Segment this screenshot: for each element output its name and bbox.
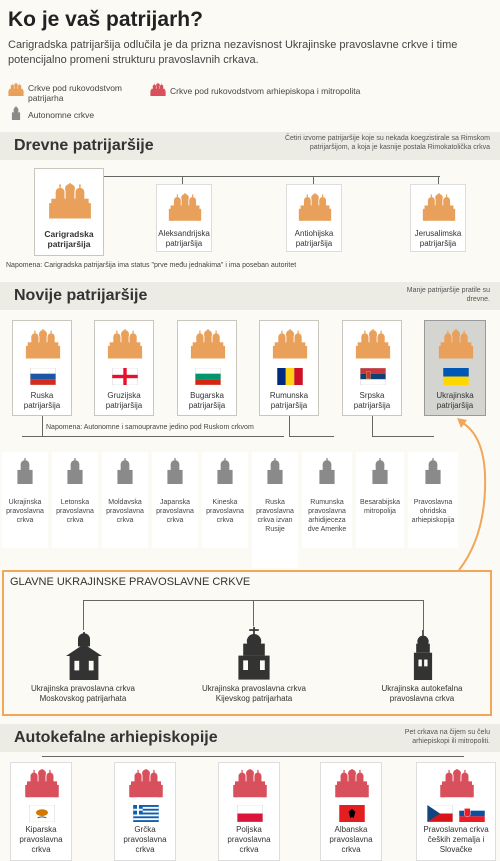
church-label: Grčka pravoslavna crkva bbox=[123, 825, 167, 854]
footnote-new: Napomena: Autonomne i samoupravne jedino pod Ruskom crkvom bbox=[46, 424, 254, 431]
georgia-flag-icon bbox=[112, 368, 138, 385]
church-small-icon bbox=[369, 458, 391, 484]
church-card-romania bbox=[259, 320, 319, 416]
czech-flag-icon bbox=[427, 805, 453, 822]
autonomous-card bbox=[2, 452, 48, 548]
church-label: Srpska patrijaršija bbox=[353, 391, 391, 410]
connector-romania bbox=[289, 416, 290, 436]
church-label: Poljska pravoslavna crkva bbox=[227, 825, 271, 854]
intro-text: Carigradska patrijaršija odlučila je da prizna nezavisnost Ukrajinske pravoslavne crkve i time potencijalno promeni strukturu pravoslavnih crkava. bbox=[8, 39, 458, 66]
autonomous-label: Kineska pravoslavna crkva bbox=[206, 499, 244, 524]
section-note-autocephalous: Pet crkava na čijem su čelu arhiepiskopi ili mitropoliti. bbox=[404, 729, 490, 745]
church-label: Ruska patrijaršija bbox=[23, 391, 61, 410]
ukraine-church-label: Ukrajinska autokefalna pravoslavna crkva bbox=[381, 684, 463, 703]
cyprus-flag-icon bbox=[29, 805, 55, 822]
church-card-ukraine bbox=[424, 320, 486, 416]
section-note-new: Manje patrijaršije pratile su drevne. bbox=[406, 287, 490, 303]
church-card-serbia bbox=[342, 320, 402, 416]
ukraine-arrow-icon bbox=[455, 414, 495, 574]
autonomous-card bbox=[408, 452, 458, 548]
church-label: Carigradska patrijaršija bbox=[44, 229, 94, 249]
church-label: Aleksandrijska patrijaršija bbox=[158, 229, 210, 248]
albania-flag-icon bbox=[339, 805, 365, 822]
poland-flag-icon bbox=[237, 805, 263, 822]
church-icon bbox=[439, 769, 475, 799]
church-card-czech-slovakia bbox=[416, 762, 496, 861]
connector-autocephalous bbox=[42, 756, 464, 757]
connector-stub bbox=[438, 176, 439, 184]
connector-stub bbox=[423, 600, 424, 630]
bulgaria-flag-icon bbox=[195, 368, 221, 385]
autonomous-label: Japanska pravoslavna crkva bbox=[156, 499, 194, 524]
legend-label-patriarch: Crkve pod rukovodstvom patrijarha bbox=[28, 83, 123, 103]
church-kyiv-icon bbox=[236, 624, 272, 680]
church-moscow-icon bbox=[66, 632, 102, 680]
church-icon bbox=[232, 769, 268, 799]
church-icon bbox=[355, 329, 391, 361]
legend-icon-autonomous bbox=[10, 106, 22, 120]
autonomous-label: Letonska pravoslavna crkva bbox=[56, 499, 94, 524]
connector-stub bbox=[182, 176, 183, 184]
connector-stub bbox=[313, 176, 314, 184]
church-small-icon bbox=[14, 458, 36, 484]
connector-autonomous-bar bbox=[22, 436, 284, 437]
legend-icon-patriarch bbox=[8, 82, 24, 98]
church-icon bbox=[272, 329, 308, 361]
church-icon bbox=[25, 329, 61, 361]
church-small-icon bbox=[422, 458, 444, 484]
church-label: Ukrajinska patrijaršija bbox=[436, 391, 474, 410]
ukraine-flag-icon bbox=[443, 368, 469, 385]
church-label: Rumunska patrijaršija bbox=[269, 391, 309, 410]
church-icon bbox=[107, 329, 143, 361]
church-label: Kiparska pravoslavna crkva bbox=[19, 825, 63, 854]
church-card-georgia bbox=[94, 320, 154, 416]
connector-serbia-bar bbox=[372, 436, 434, 437]
section-title-ancient: Drevne patrijaršije bbox=[14, 137, 154, 154]
connector-stub bbox=[253, 600, 254, 626]
church-small-icon bbox=[264, 458, 286, 484]
legend-icon-archbishop bbox=[150, 82, 166, 98]
autonomous-card bbox=[302, 452, 352, 548]
connector-stub bbox=[83, 600, 84, 630]
ukrainian-churches-title: GLAVNE UKRAJINSKE PRAVOSLAVNE CRKVE bbox=[10, 576, 251, 588]
russia-flag-icon bbox=[30, 368, 56, 385]
footnote-ancient: Napomena: Carigradska patrijaršija ima status "prve među jednakima" i ima poseban autoritet bbox=[6, 262, 297, 269]
church-card-constantinople bbox=[34, 168, 104, 256]
autonomous-label: Rumunska pravoslavna arhidijeceza dve Amerike bbox=[307, 499, 347, 533]
church-label: Bugarska patrijaršija bbox=[188, 391, 226, 410]
church-card-greece bbox=[114, 762, 176, 861]
church-label: Gruzijska patrijaršija bbox=[105, 391, 143, 410]
romania-flag-icon bbox=[277, 368, 303, 385]
church-label: Albanska pravoslavna crkva bbox=[329, 825, 373, 854]
church-icon bbox=[190, 329, 226, 361]
connector-serbia bbox=[372, 416, 373, 436]
church-small-icon bbox=[64, 458, 86, 484]
autonomous-label: Moldavska pravoslavna crkva bbox=[106, 499, 144, 524]
connector-romania-bar bbox=[289, 436, 334, 437]
church-card-russia bbox=[12, 320, 72, 416]
church-card-jerusalem bbox=[410, 184, 466, 252]
church-small-icon bbox=[214, 458, 236, 484]
greece-flag-icon bbox=[133, 805, 159, 822]
church-icon bbox=[438, 329, 474, 361]
church-card-albania bbox=[320, 762, 382, 861]
church-icon bbox=[24, 769, 60, 799]
church-autocephalous-icon bbox=[410, 630, 436, 680]
autonomous-label: Pravoslavna ohridska arhiepiskopija bbox=[411, 499, 455, 524]
church-label: Antiohijska patrijaršija bbox=[294, 229, 334, 248]
church-small-icon bbox=[316, 458, 338, 484]
church-icon bbox=[334, 769, 370, 799]
church-label: Jerusalimska patrijaršija bbox=[414, 229, 462, 248]
church-small-icon bbox=[114, 458, 136, 484]
autonomous-card bbox=[202, 452, 248, 548]
connector-russia bbox=[42, 416, 43, 436]
section-title-autocephalous: Autokefalne arhiepiskopije bbox=[14, 729, 218, 746]
autonomous-card bbox=[252, 452, 298, 568]
autonomous-label: Besarabijska mitropolija bbox=[359, 499, 401, 515]
autonomous-label: Ukrajinska pravoslavna crkva bbox=[6, 499, 44, 524]
church-small-icon bbox=[164, 458, 186, 484]
church-icon bbox=[298, 193, 332, 223]
ukraine-church-label: Ukrajinska pravoslavna crkva Moskovskog patrijarhata bbox=[30, 684, 136, 703]
church-label: Pravoslavna crkva čeških zemalja i Slovačke bbox=[423, 825, 489, 854]
section-note-ancient: Četiri izvorne patrijaršije koje su nekada koegzistirale sa Rimskom patrijaršijom, a koja je kasnije postala Rimokatolička crkva bbox=[284, 135, 490, 151]
church-icon bbox=[422, 193, 456, 223]
section-title-new: Novije patrijaršije bbox=[14, 287, 148, 304]
church-card-poland bbox=[218, 762, 280, 861]
legend-label-archbishop: Crkve pod rukovodstvom arhiepiskopa i mitropolita bbox=[170, 86, 361, 96]
autonomous-card bbox=[152, 452, 198, 548]
page-title: Ko je vaš patrijarh? bbox=[8, 8, 203, 31]
legend-label-autonomous: Autonomne crkve bbox=[28, 110, 95, 120]
ukraine-church-label: Ukrajinska pravoslavna crkva Kijevskog patrijarhata bbox=[201, 684, 307, 703]
autonomous-card bbox=[102, 452, 148, 548]
autonomous-card bbox=[52, 452, 98, 548]
church-card-alexandria bbox=[156, 184, 212, 252]
church-icon bbox=[128, 769, 164, 799]
connector-ancient bbox=[68, 176, 440, 177]
church-icon bbox=[168, 193, 202, 223]
church-card-bulgaria bbox=[177, 320, 237, 416]
church-card-antioch bbox=[286, 184, 342, 252]
autonomous-label: Ruska pravoslavna crkva izvan Rusije bbox=[256, 499, 294, 533]
slovakia-flag-icon bbox=[459, 805, 485, 822]
serbia-flag-icon bbox=[360, 368, 386, 385]
autonomous-card bbox=[356, 452, 404, 548]
church-icon bbox=[48, 183, 92, 221]
church-card-cyprus bbox=[10, 762, 72, 861]
